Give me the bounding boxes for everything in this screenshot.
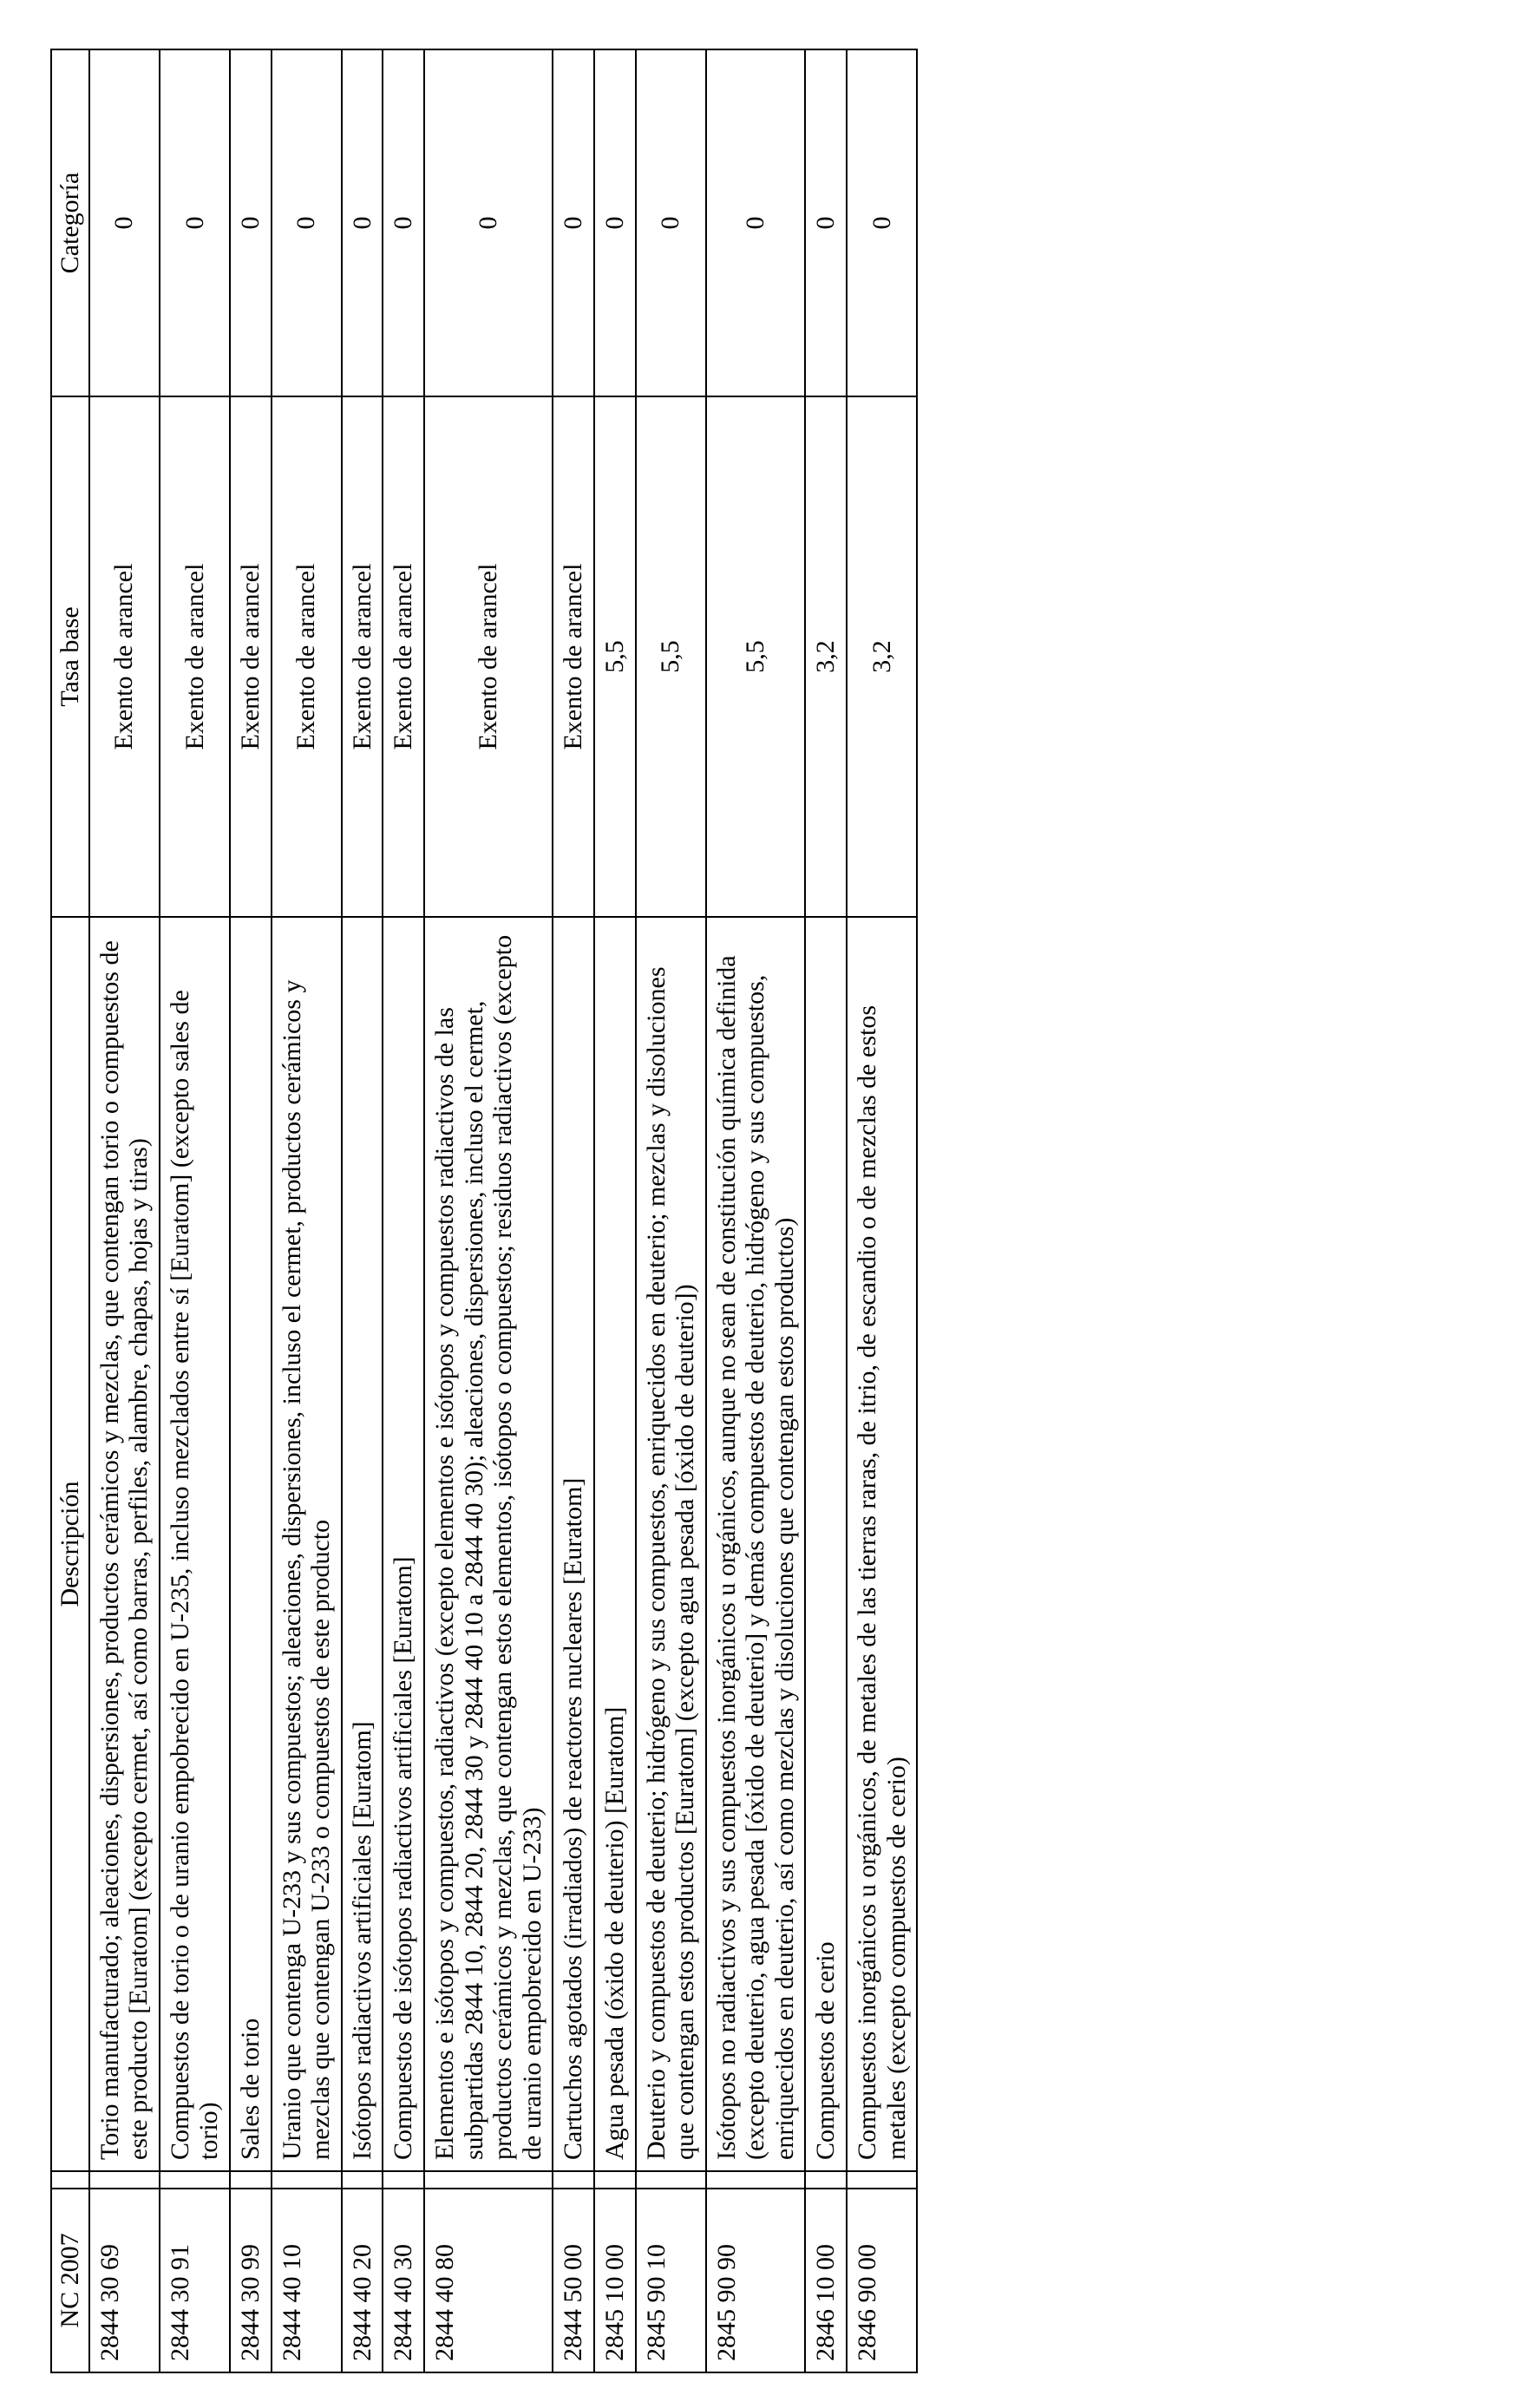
table-row [89,49,160,2372]
row-rate: Exento de arancel [160,396,230,917]
row-code: 2845 90 90 [706,2189,806,2372]
row-code: 2844 40 10 [272,2189,342,2372]
row-spacer [805,2171,847,2189]
table-row [594,49,636,2372]
row-code: 2846 90 00 [847,2189,917,2372]
row-rate: Exento de arancel [424,396,553,917]
table-row [706,49,806,2372]
row-spacer [383,2171,424,2189]
row-rate: 5,5 [636,396,706,917]
row-code: 2844 40 30 [383,2189,424,2372]
row-spacer [636,2171,706,2189]
row-code: 2845 90 10 [636,2189,706,2372]
row-spacer [553,2171,594,2189]
row-spacer [706,2171,806,2189]
row-category: 0 [847,49,917,396]
table-header-row [51,49,89,2372]
row-code: 2844 30 99 [230,2189,272,2372]
row-category: 0 [160,49,230,396]
row-category: 0 [424,49,553,396]
row-spacer [272,2171,342,2189]
row-code: 2844 30 69 [89,2189,160,2372]
row-category: 0 [230,49,272,396]
table-row [553,49,594,2372]
row-spacer [89,2171,160,2189]
row-category: 0 [636,49,706,396]
table-row [342,49,383,2372]
row-rate: Exento de arancel [342,396,383,917]
row-description: Compuestos de cerio [805,917,847,2171]
header-category: Categoría [51,49,89,396]
table-body [89,49,918,2372]
row-spacer [342,2171,383,2189]
row-rate: Exento de arancel [89,396,160,917]
table-row [160,49,230,2372]
row-spacer [160,2171,230,2189]
row-description: Compuestos de torio o de uranio empobrecido en U-235, incluso mezclados entre sí [Euratom] (excepto sales de torio) [160,917,230,2171]
row-rate: 3,2 [805,396,847,917]
table-row [272,49,342,2372]
row-rate: 3,2 [847,396,917,917]
row-description: Cartuchos agotados (irradiados) de reactores nucleares [Euratom] [553,917,594,2171]
table-row [383,49,424,2372]
row-rate: Exento de arancel [272,396,342,917]
row-category: 0 [594,49,636,396]
table-row [805,49,847,2372]
table-row [847,49,917,2372]
header-spacer [51,2171,89,2189]
row-rate: 5,5 [706,396,806,917]
row-rate: 5,5 [594,396,636,917]
row-description: Isótopos no radiactivos y sus compuestos inorgánicos u orgánicos, aunque no sean de constitución química definida (excepto deuterio, agua pesada [óxido de deuterio] y demás compuestos de deuterio, hidrógeno y sus compuestos, enriquecidos en deuterio, así como mezclas y disoluciones que contengan estos productos) [706,917,806,2171]
row-description: Deuterio y compuestos de deuterio; hidrógeno y sus compuestos, enriquecidos en deuterio; mezclas y disoluciones que contengan estos productos [Euratom] (excepto agua pesada [óxido de deuterio]) [636,917,706,2171]
header-code: NC 2007 [51,2189,89,2372]
row-category: 0 [706,49,806,396]
row-code: 2844 50 00 [553,2189,594,2372]
row-description: Isótopos radiactivos artificiales [Euratom] [342,917,383,2171]
row-code: 2846 10 00 [805,2189,847,2372]
row-category: 0 [89,49,160,396]
row-description: Agua pesada (óxido de deuterio) [Euratom] [594,917,636,2171]
tariff-table [50,49,918,2373]
table-row [230,49,272,2372]
row-category: 0 [553,49,594,396]
row-rate: Exento de arancel [553,396,594,917]
row-code: 2845 10 00 [594,2189,636,2372]
row-description: Torio manufacturado; aleaciones, dispersiones, productos cerámicos y mezclas, que contengan torio o compuestos de este producto [Euratom] (excepto cermet, así como barras, perfiles, alambre, chapas, hojas y tiras) [89,917,160,2171]
row-rate: Exento de arancel [383,396,424,917]
header-description: Descripción [51,917,89,2171]
header-rate: Tasa base [51,396,89,917]
row-category: 0 [805,49,847,396]
row-description: Compuestos inorgánicos u orgánicos, de metales de las tierras raras, de itrio, de escandio o de mezclas de estos metales (excepto compuestos de cerio) [847,917,917,2171]
row-category: 0 [342,49,383,396]
row-spacer [847,2171,917,2189]
row-category: 0 [383,49,424,396]
row-spacer [230,2171,272,2189]
row-code: 2844 30 91 [160,2189,230,2372]
table-row [424,49,553,2372]
table-row [636,49,706,2372]
row-description: Elementos e isótopos y compuestos, radiactivos (excepto elementos e isótopos y compuestos radiactivos de las subpartidas 2844 10, 2844 20, 2844 30 y 2844 40 10 a 2844 40 30); aleaciones, dispersiones, incluso el cermet, productos cerámicos y mezclas, que contengan estos elementos, isótopos o compuestos; residuos radiactivos (excepto de uranio empobrecido en U-233) [424,917,553,2171]
row-rate: Exento de arancel [230,396,272,917]
row-category: 0 [272,49,342,396]
row-spacer [594,2171,636,2189]
row-code: 2844 40 80 [424,2189,553,2372]
row-code: 2844 40 20 [342,2189,383,2372]
row-description: Sales de torio [230,917,272,2171]
row-spacer [424,2171,553,2189]
row-description: Compuestos de isótopos radiactivos artificiales [Euratom] [383,917,424,2171]
row-description: Uranio que contenga U-233 y sus compuestos; aleaciones, dispersiones, incluso el cermet, productos cerámicos y mezclas que contengan U-233 o compuestos de este producto [272,917,342,2171]
